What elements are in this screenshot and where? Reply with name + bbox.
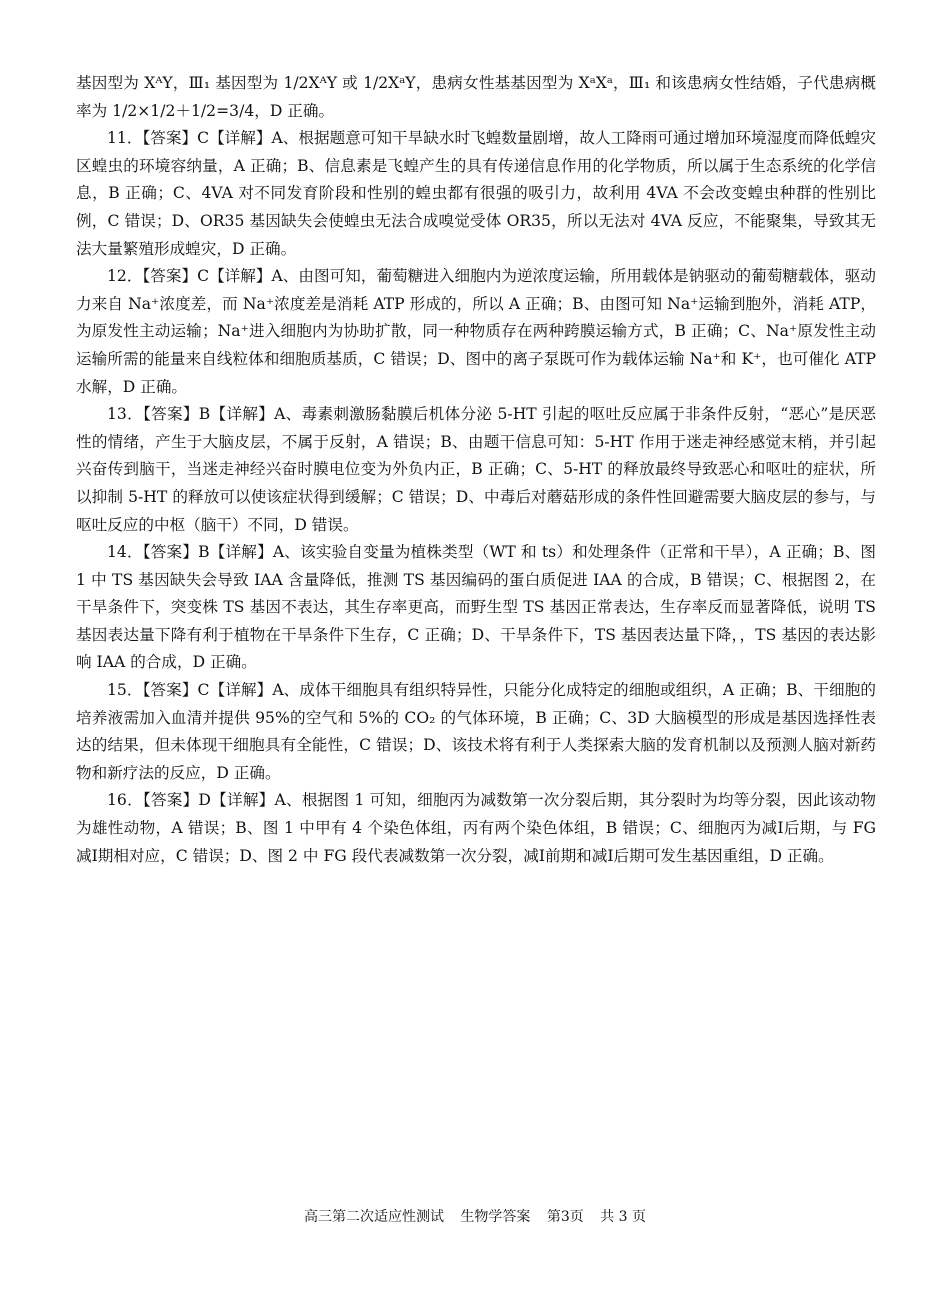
footer-total-pages: 共 3 页 [600,1209,647,1225]
answer-paragraph-continuation: 基因型为 XᴬY，Ⅲ₁ 基因型为 1/2XᴬY 或 1/2XᵃY，患病女性基基因型为 XᵃXᵃ，Ⅲ₁ 和该患病女性结婚，子代患病概率为 1/2×1/2＋1/2=3/4，D 正确。 [76,74,876,120]
answer-paragraph-16: 16．【答案】D【详解】A、根据图 1 可知，细胞丙为减数第一次分裂后期，其分裂时为均等分裂，因此该动物为雄性动物，A 错误；B、图 1 中甲有 4 个染色体组，丙有两个染色体组，B 错误；C、细胞丙为减Ⅰ后期，与 FG 减Ⅰ期相对应，C 错误；D、图 2 中 FG 段代表减数第一次分裂，减Ⅰ前期和减Ⅰ后期可发生基因重组，D 正确。 [76,791,876,865]
answer-document [76,70,876,870]
answer-paragraph-14: 14．【答案】B【详解】A、该实验自变量为植株类型（WT 和 ts）和处理条件（正常和干旱），A 正确；B、图 1 中 TS 基因缺失会导致 IAA 含量降低，推测 TS 基因编码的蛋白质促进 IAA 的合成，B 错误；C、根据图 2，在干旱条件下，突变株 TS 基因不表达，其生存率更高，而野生型 TS 基因正常表达，生存率反而显著降低，说明 TS 基因表达量下降有利于植物在干旱条件下生存，C 正确；D、干旱条件下，TS 基因表达量下降，，TS 基因的表达影响 IAA 的合成，D 正确。 [76,543,876,672]
answer-paragraph-12: 12．【答案】C【详解】A、由图可知，葡萄糖进入细胞内为逆浓度运输，所用载体是钠驱动的葡萄糖载体，驱动力来自 Na⁺浓度差，而 Na⁺浓度差是消耗 ATP 形成的，所以 A 正确；B、由图可知 Na⁺运输到胞外，消耗 ATP，为原发性主动运输；Na⁺进入细胞内为协助扩散，同一种物质存在两种跨膜运输方式，B 正确；C、Na⁺原发性主动运输所需的能量来自线粒体和细胞质基质，C 错误；D、图中的离子泵既可作为载体运输 Na⁺和 K⁺，也可催化 ATP 水解，D 正确。 [76,267,876,396]
footer-page-number: 第3页 [546,1209,584,1225]
footer-exam-title: 高三第二次适应性测试 [303,1209,444,1225]
page-footer [0,1207,950,1227]
answer-paragraph-11: 11．【答案】C【详解】A、根据题意可知干旱缺水时飞蝗数量剧增，故人工降雨可通过增加环境湿度而降低蝗灾区蝗虫的环境容纳量，A 正确；B、信息素是飞蝗产生的具有传递信息作用的化学物质，所以属于生态系统的化学信息，B 正确；C、4VA 对不同发育阶段和性别的蝗虫都有很强的吸引力，故利用 4VA 不会改变蝗虫种群的性别比例，C 错误；D、OR35 基因缺失会使蝗虫无法合成嗅觉受体 OR35，所以无法对 4VA 反应，不能聚集，导致其无法大量繁殖形成蝗灾，D 正确。 [76,129,876,258]
answer-paragraph-15: 15．【答案】C【详解】A、成体干细胞具有组织特异性，只能分化成特定的细胞或组织，A 正确；B、干细胞的培养液需加入血清并提供 95%的空气和 5%的 CO₂ 的气体环境，B 正确；C、3D 大脑模型的形成是基因选择性表达的结果，但未体现干细胞具有全能性，C 错误；D、该技术将有利于人类探索大脑的发育机制以及预测人脑对新药物和新疗法的反应，D 正确。 [76,681,876,782]
footer-subject: 生物学答案 [460,1209,531,1225]
answer-paragraph-13: 13．【答案】B【详解】A、毒素刺激肠黏膜后机体分泌 5-HT 引起的呕吐反应属于非条件反射，“恶心”是厌恶性的情绪，产生于大脑皮层，不属于反射，A 错误；B、由题干信息可知：5-HT 作用于迷走神经感觉末梢，并引起兴奋传到脑干，当迷走神经兴奋时膜电位变为外负内正，B 正确；C、5-HT 的释放最终导致恶心和呕吐的症状，所以抑制 5-HT 的释放可以使该症状得到缓解；C 错误；D、中毒后对蘑菇形成的条件性回避需要大脑皮层的参与，与呕吐反应的中枢（脑干）不同，D 错误。 [76,405,876,534]
